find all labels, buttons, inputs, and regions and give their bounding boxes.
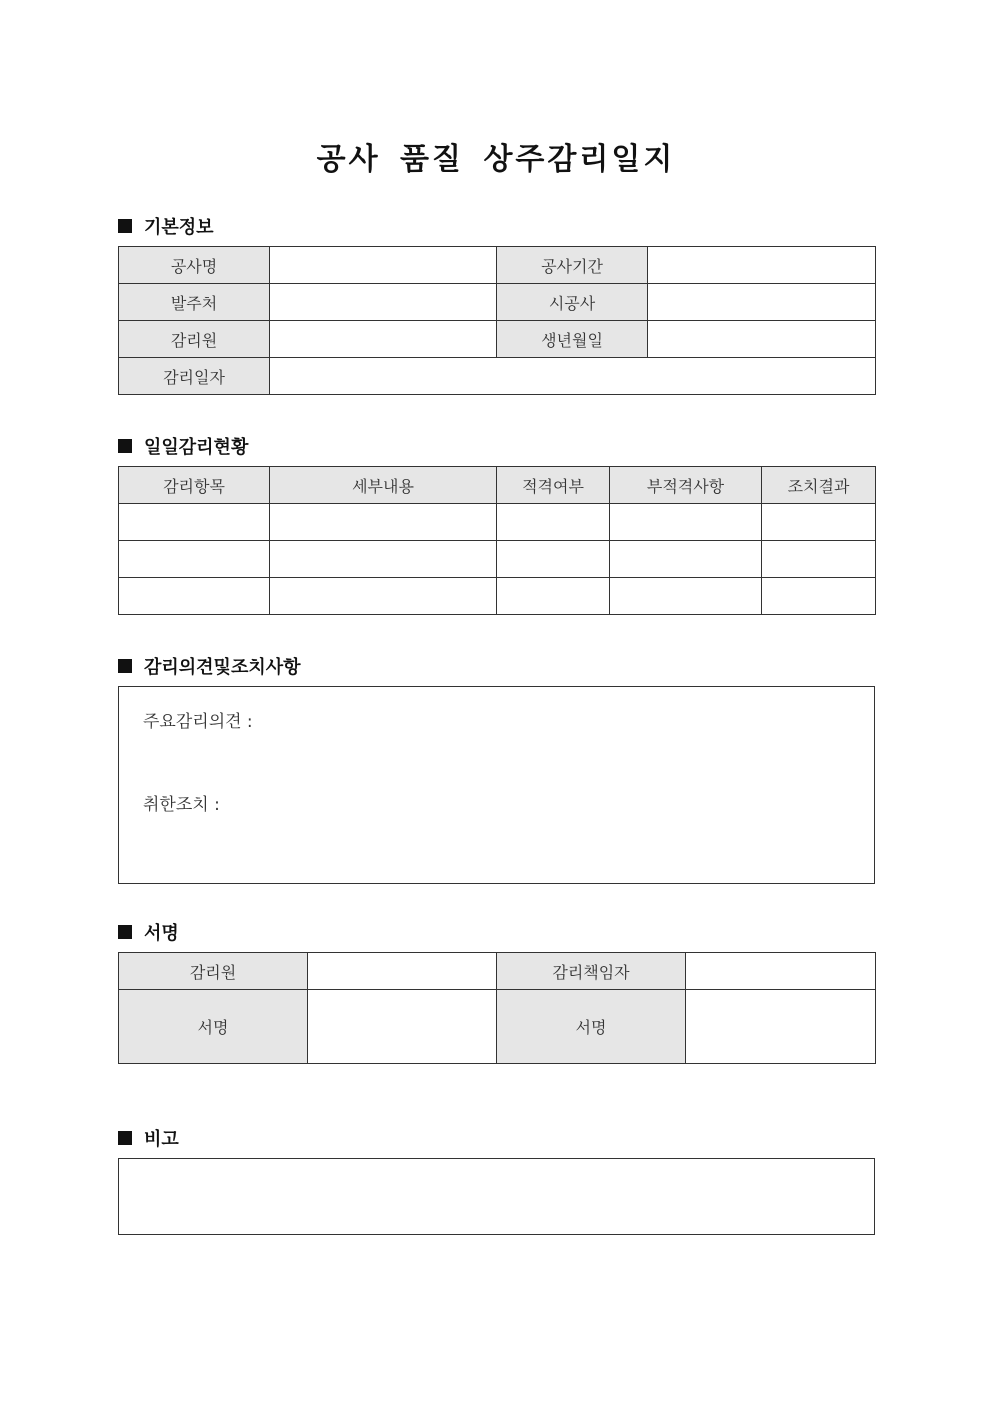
document-title: 공사 품질 상주감리일지 [316, 142, 676, 177]
table-cell[interactable] [119, 578, 270, 615]
table-cell[interactable] [270, 578, 497, 615]
field-chief-supervisor-name[interactable] [686, 953, 876, 990]
table-row [119, 504, 876, 541]
field-project-period[interactable] [648, 247, 876, 284]
label-project-period: 공사기간 [497, 247, 648, 284]
table-cell[interactable] [762, 541, 876, 578]
label-supervisor: 감리원 [119, 321, 270, 358]
section-label: 비고 [144, 1129, 179, 1150]
table-cell[interactable] [497, 504, 610, 541]
section-heading-basic [118, 213, 214, 239]
field-signature-supervisor[interactable] [308, 990, 497, 1064]
col-header-action-result: 조치결과 [762, 467, 876, 504]
remarks-box[interactable] [118, 1158, 875, 1235]
table-cell[interactable] [270, 541, 497, 578]
section-heading-opinion [118, 653, 301, 679]
field-signature-chief[interactable] [686, 990, 876, 1064]
table-row [119, 578, 876, 615]
table-cell[interactable] [610, 541, 762, 578]
label-client: 발주처 [119, 284, 270, 321]
label-signature-chief: 서명 [497, 990, 686, 1064]
square-bullet-icon [118, 659, 132, 673]
table-cell[interactable] [119, 504, 270, 541]
field-project-name[interactable] [270, 247, 497, 284]
square-bullet-icon [118, 925, 132, 939]
table-row [119, 953, 876, 990]
table-row [119, 284, 876, 321]
table-cell[interactable] [497, 541, 610, 578]
field-supervisor[interactable] [270, 321, 497, 358]
section-label: 감리의견및조치사항 [144, 657, 301, 678]
square-bullet-icon [118, 219, 132, 233]
table-row [119, 990, 876, 1064]
label-project-name: 공사명 [119, 247, 270, 284]
section-label: 일일감리현황 [144, 437, 249, 458]
section-label: 기본정보 [144, 217, 214, 238]
table-row [119, 247, 876, 284]
label-supervisor: 감리원 [119, 953, 308, 990]
section-label: 서명 [144, 923, 179, 944]
basic-info-table [118, 246, 876, 395]
field-contractor[interactable] [648, 284, 876, 321]
field-supervision-date[interactable] [270, 358, 876, 395]
action-taken-label: 취한조치 : [143, 795, 220, 815]
section-heading-daily [118, 433, 248, 459]
label-contractor: 시공사 [497, 284, 648, 321]
square-bullet-icon [118, 439, 132, 453]
table-cell[interactable] [119, 541, 270, 578]
label-chief-supervisor: 감리책임자 [497, 953, 686, 990]
opinion-box[interactable] [118, 686, 875, 884]
table-cell[interactable] [497, 578, 610, 615]
section-heading-remarks [118, 1125, 179, 1151]
field-client[interactable] [270, 284, 497, 321]
col-header-detail: 세부내용 [270, 467, 497, 504]
main-opinion-label: 주요감리의견 : [143, 712, 253, 732]
label-signature-supervisor: 서명 [119, 990, 308, 1064]
table-cell[interactable] [762, 504, 876, 541]
square-bullet-icon [118, 1131, 132, 1145]
table-cell[interactable] [610, 504, 762, 541]
signature-table [118, 952, 876, 1064]
daily-status-table [118, 466, 876, 615]
label-supervision-date: 감리일자 [119, 358, 270, 395]
field-birth-date[interactable] [648, 321, 876, 358]
col-header-nonconformity: 부적격사항 [610, 467, 762, 504]
table-row [119, 541, 876, 578]
table-header-row [119, 467, 876, 504]
table-row [119, 321, 876, 358]
table-cell[interactable] [762, 578, 876, 615]
col-header-compliance: 적격여부 [497, 467, 610, 504]
table-cell[interactable] [610, 578, 762, 615]
label-birth-date: 생년월일 [497, 321, 648, 358]
section-heading-signature [118, 919, 179, 945]
col-header-item: 감리항목 [119, 467, 270, 504]
table-cell[interactable] [270, 504, 497, 541]
table-row [119, 358, 876, 395]
field-supervisor-name[interactable] [308, 953, 497, 990]
